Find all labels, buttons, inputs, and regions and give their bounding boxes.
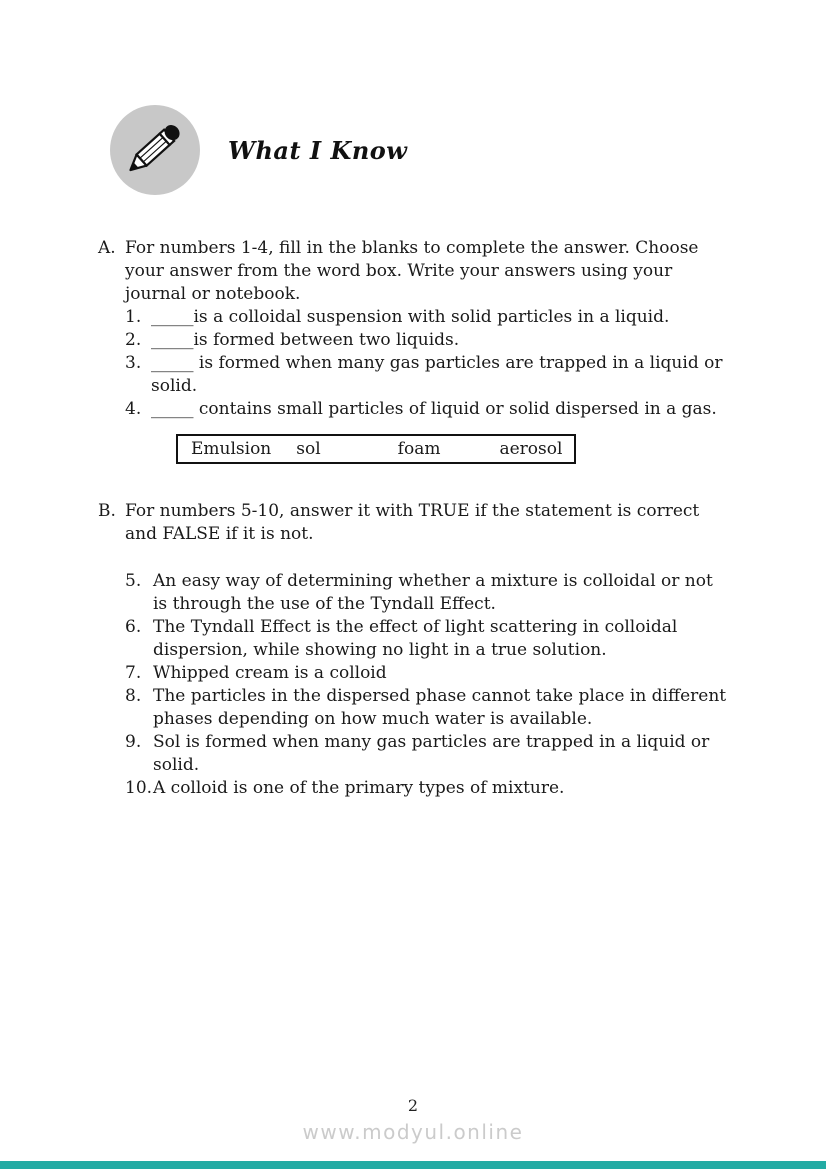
item-number: 7. <box>125 663 142 683</box>
pencil-badge <box>110 105 200 195</box>
section-a <box>98 237 746 470</box>
blank-line <box>125 546 746 570</box>
page-title: What I Know <box>228 135 408 165</box>
item-text: A colloid is one of the primary types of mixture. <box>153 778 565 798</box>
item-text: _____is formed between two liquids. <box>151 330 460 350</box>
item-text: The particles in the dispersed phase cannot take place in different phases depending on how much water is available. <box>153 686 727 729</box>
question-item <box>125 685 746 731</box>
word-box <box>176 434 576 464</box>
header <box>110 105 746 195</box>
item-number: 2. <box>125 330 142 350</box>
question-item <box>125 306 746 329</box>
word-box-word: Emulsion <box>191 438 272 459</box>
item-number: 5. <box>125 571 142 591</box>
question-item <box>125 352 746 398</box>
footer-accent-bar <box>0 1161 826 1169</box>
item-number: 10. <box>125 778 153 798</box>
question-item <box>125 777 746 800</box>
item-number: 4. <box>125 399 142 419</box>
section-a-list <box>125 306 746 421</box>
item-number: 3. <box>125 353 142 373</box>
item-text: An easy way of determining whether a mixture is colloidal or not is through the use of the Tyndall Effect. <box>153 571 713 614</box>
question-item <box>125 731 746 777</box>
word-box-word: aerosol <box>499 438 563 459</box>
item-number: 1. <box>125 307 142 327</box>
question-item <box>125 398 746 421</box>
item-number: 8. <box>125 686 142 706</box>
watermark: www.modyul.online <box>302 1120 524 1144</box>
section-b <box>98 500 746 800</box>
item-text: Sol is formed when many gas particles are trapped in a liquid or solid. <box>153 732 710 775</box>
section-b-intro: For numbers 5-10, answer it with TRUE if the statement is correct and FALSE if it is not. <box>125 501 700 544</box>
section-b-label: B. <box>98 501 116 521</box>
question-item <box>125 329 746 352</box>
page-number: 2 <box>407 1096 419 1115</box>
section-b-list <box>125 570 746 800</box>
pencil-icon <box>110 103 200 197</box>
item-text: The Tyndall Effect is the effect of light scattering in colloidal dispersion, while showing no light in a true solution. <box>153 617 678 660</box>
item-text: _____ is formed when many gas particles are trapped in a liquid or solid. <box>151 353 723 396</box>
question-item <box>125 662 746 685</box>
item-text: _____is a colloidal suspension with solid particles in a liquid. <box>151 307 670 327</box>
word-box-word: sol <box>296 438 321 459</box>
item-number: 9. <box>125 732 142 752</box>
word-box-word: foam <box>397 438 441 459</box>
question-item <box>125 570 746 616</box>
section-a-intro: For numbers 1-4, fill in the blanks to complete the answer. Choose your answer from the word box. Write your answers using your journal or notebook. <box>125 238 699 304</box>
item-text: _____ contains small particles of liquid or solid dispersed in a gas. <box>151 399 717 419</box>
item-number: 6. <box>125 617 142 637</box>
item-text: Whipped cream is a colloid <box>153 663 387 683</box>
page-content <box>98 105 746 800</box>
section-a-label: A. <box>98 238 116 258</box>
question-item <box>125 616 746 662</box>
